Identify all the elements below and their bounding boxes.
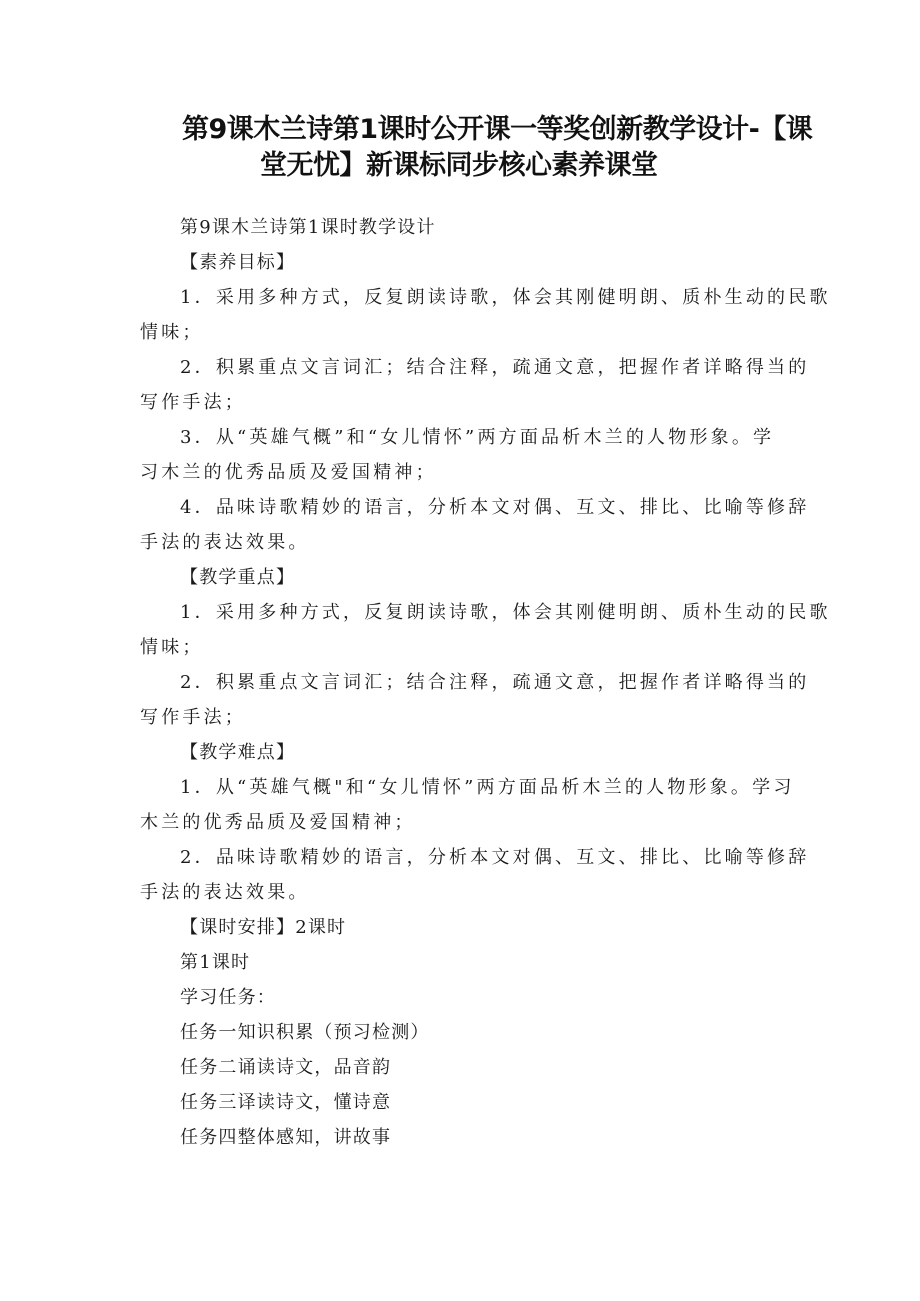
difficulty-item-line: 2．品味诗歌精妙的语言，分析本文对偶、互文、排比、比喻等修辞 <box>180 847 810 868</box>
goal-item-line: 情味； <box>140 322 204 343</box>
difficulty-item <box>140 840 810 910</box>
goal-item-line: 手法的表达效果。 <box>140 532 310 553</box>
goal-item <box>140 350 810 420</box>
goal-item-line: 3．从“英雄气概”和“女儿情怀”两方面品析木兰的人物形象。学 <box>180 427 775 448</box>
goal-item <box>140 280 831 350</box>
section-heading-difficulty: 【教学难点】 <box>180 742 296 763</box>
goal-item-line: 4．品味诗歌精妙的语言，分析本文对偶、互文、排比、比喻等修辞 <box>180 497 810 518</box>
title-line-2: 堂无忧】新课标同步核心素养课堂 <box>260 150 658 181</box>
task-item: 任务二诵读诗文，品音韵 <box>180 1057 392 1078</box>
lesson-label: 第1课时 <box>180 952 251 973</box>
document-subtitle: 第9课木兰诗第1课时教学设计 <box>180 217 436 238</box>
focus-item-line: 写作手法； <box>140 707 246 728</box>
focus-item-line: 2．积累重点文言词汇；结合注释，疏通文意，把握作者详略得当的 <box>180 672 810 693</box>
task-item: 任务四整体感知，讲故事 <box>180 1127 392 1148</box>
goal-item-line: 习木兰的优秀品质及爱国精神； <box>140 462 437 483</box>
focus-item-line: 1．采用多种方式，反复朗读诗歌，体会其刚健明朗、质朴生动的民歌 <box>180 602 831 623</box>
difficulty-item-line: 手法的表达效果。 <box>140 882 310 903</box>
tasks-label: 学习任务： <box>180 987 276 1008</box>
difficulty-item <box>140 770 795 840</box>
goal-item <box>140 490 810 560</box>
section-heading-focus: 【教学重点】 <box>180 567 296 588</box>
section-heading-goals: 【素养目标】 <box>180 252 296 273</box>
title-line-1: 第9课木兰诗第1课时公开课一等奖创新教学设计-【课 <box>182 114 813 145</box>
document-body <box>140 210 831 1155</box>
task-item: 任务一知识积累（预习检测） <box>180 1022 430 1043</box>
difficulty-item-line: 1．从“英雄气概"和“女儿情怀”两方面品析木兰的人物形象。学习 <box>180 777 795 798</box>
document-title <box>150 112 813 184</box>
goal-item <box>140 420 785 490</box>
difficulty-item-line: 木兰的优秀品质及爱国精神； <box>140 812 416 833</box>
focus-item <box>140 665 810 735</box>
goal-item-line: 写作手法； <box>140 392 246 413</box>
goal-item-line: 2．积累重点文言词汇；结合注释，疏通文意，把握作者详略得当的 <box>180 357 810 378</box>
focus-item-line: 情味； <box>140 637 204 658</box>
goal-item-line: 1．采用多种方式，反复朗读诗歌，体会其刚健明朗、质朴生动的民歌 <box>180 287 831 308</box>
schedule-line: 【课时安排】2课时 <box>180 917 347 938</box>
focus-item <box>140 595 831 665</box>
task-item: 任务三译读诗文，懂诗意 <box>180 1092 392 1113</box>
